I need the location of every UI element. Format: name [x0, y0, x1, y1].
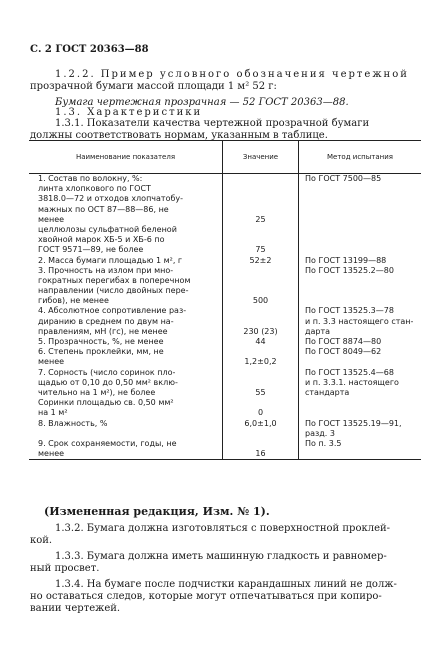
- indicator-value-line: [223, 398, 298, 408]
- column-header-method: Метод испытания: [299, 141, 422, 174]
- test-method-line: и п. 3.3 настоящего стан-: [305, 316, 414, 326]
- table-header-row: [29, 141, 421, 174]
- section-1-3-3-line-1: 1.3.3. Бумага должна иметь машинную гладкость и равномер-: [55, 551, 387, 562]
- indicator-value-line: [223, 184, 298, 194]
- indicator-name-line: 6. Степень проклейки, мм, не: [38, 347, 164, 357]
- indicator-value-cell: [223, 266, 299, 307]
- amendment-note: (Измененная редакция, Изм. № 1).: [44, 505, 270, 518]
- indicator-name-cell: [29, 174, 223, 256]
- table-row: [29, 174, 421, 256]
- test-method-cell: [299, 347, 422, 367]
- indicator-name-line: Соринки площадью св. 0,50 мм²: [38, 398, 174, 408]
- indicator-value-cell: [223, 256, 299, 266]
- indicator-name-line: ГОСТ 9571—89, не более: [38, 245, 144, 255]
- section-1-3-4-line-2: но оставаться следов, которые могут отпечатываться при копиро-: [30, 591, 382, 602]
- indicator-name-line: 4. Абсолютное сопротивление раз-: [38, 306, 187, 316]
- section-1-3-4-line-3: вании чертежей.: [30, 603, 121, 614]
- indicator-name-line: 8. Влажность, %: [38, 418, 108, 428]
- test-method-line: дарта: [305, 326, 331, 336]
- test-method-cell: [299, 266, 422, 307]
- test-method-cell: [299, 337, 422, 347]
- indicator-value-line: 55: [255, 387, 266, 397]
- indicator-value-line: [223, 174, 298, 184]
- indicator-value-line: [223, 194, 298, 204]
- test-method-line: По ГОСТ 8874—80: [305, 337, 382, 346]
- test-method-cell: [299, 174, 422, 256]
- indicator-value-line: 44: [255, 337, 266, 346]
- indicator-value-line: 500: [252, 296, 269, 306]
- test-method-line: разд. 3: [305, 428, 335, 438]
- indicator-name-line: на 1 м²: [38, 408, 68, 418]
- test-method-cell: [299, 439, 422, 460]
- test-method-line: По п. 3.5: [305, 438, 342, 448]
- indicator-name-cell: [29, 337, 223, 347]
- section-1-3-4-line-1: 1.3.4. На бумаге после подчистки карандашных линий не долж-: [55, 579, 397, 590]
- indicator-name-line: 9. Срок сохраняемости, годы, не: [38, 438, 177, 448]
- indicator-value-cell: [223, 368, 299, 419]
- section-1-2-2-line-2: прозрачной бумаги массой площади 1 м² 52 г:: [30, 81, 277, 92]
- indicator-value-line: 0: [257, 408, 264, 418]
- indicator-value-line: 25: [255, 214, 266, 224]
- indicator-name-line: гибов), не менее: [38, 296, 109, 306]
- indicator-name-line: 7. Сорность (число соринок пло-: [38, 367, 176, 377]
- indicator-name-cell: [29, 439, 223, 460]
- indicator-value-cell: [223, 439, 299, 460]
- page-header: С. 2 ГОСТ 20363—88: [30, 44, 149, 55]
- indicator-name-line: щадью от 0,10 до 0,50 мм² вклю-: [38, 377, 178, 387]
- indicator-value-cell: [223, 337, 299, 347]
- indicator-value-line: [223, 286, 298, 296]
- test-method-cell: [299, 368, 422, 419]
- section-1-3-1-line-2: должны соответствовать нормам, указанным в таблице.: [30, 130, 328, 141]
- indicator-value-line: [223, 235, 298, 245]
- column-header-value: Значение: [223, 141, 299, 174]
- indicator-name-cell: [29, 368, 223, 419]
- test-method-line: По ГОСТ 13525.4—68: [305, 367, 394, 377]
- indicator-value-line: [223, 306, 298, 316]
- indicator-name-cell: [29, 266, 223, 307]
- indicator-name-cell: [29, 419, 223, 439]
- section-1-3-3-line-2: ный просвет.: [30, 563, 100, 574]
- test-method-cell: [299, 256, 422, 266]
- test-method-line: По ГОСТ 7500—85: [305, 174, 382, 183]
- indicator-name-line: менее: [38, 357, 65, 367]
- table-row: [29, 337, 421, 347]
- test-method-line: По ГОСТ 13525.19—91,: [305, 418, 402, 428]
- indicator-value-line: [223, 347, 298, 357]
- test-method-cell: [299, 419, 422, 439]
- column-header-name: Наименование показателя: [29, 141, 223, 174]
- indicator-name-line: 3818.0—72 и отходов хлопчатобу-: [38, 194, 184, 204]
- table-row: [29, 347, 421, 367]
- indicator-name-cell: [29, 256, 223, 266]
- indicator-name-line: 2. Масса бумаги площадью 1 м², г: [38, 255, 183, 265]
- indicator-name-line: гократных перегибах в поперечном: [38, 275, 191, 285]
- section-1-3-2-line-2: кой.: [30, 535, 53, 546]
- indicator-value-line: [223, 368, 298, 378]
- test-method-cell: [299, 306, 422, 337]
- indicator-name-line: 3. Прочность на излом при мно-: [38, 265, 174, 275]
- quality-table: [29, 140, 421, 460]
- indicator-name-line: правлениям, мН (гс), не менее: [38, 326, 168, 336]
- indicator-value-cell: [223, 306, 299, 337]
- indicator-value-line: 230 (23): [243, 326, 278, 336]
- section-1-3-1-line-1: 1.3.1. Показатели качества чертежной прозрачной бумаги: [55, 118, 370, 129]
- indicator-name-line: 1. Состав по волокну, %:: [38, 174, 143, 183]
- indicator-value-line: [223, 266, 298, 276]
- indicator-value-cell: [223, 419, 299, 439]
- table-row: [29, 419, 421, 439]
- indicator-value-line: [223, 276, 298, 286]
- indicator-name-line: линта хлопкового по ГОСТ: [38, 184, 151, 194]
- indicator-value-line: [223, 205, 298, 215]
- indicator-name-line: 5. Прозрачность, %, не менее: [38, 337, 164, 346]
- indicator-name-line: менее: [38, 214, 65, 224]
- section-1-2-2-line-1: 1.2.2. Пример условного обозначения чертежной: [55, 69, 409, 80]
- indicator-value-line: [223, 378, 298, 388]
- indicator-name-line: мажных по ОСТ 87—88—86, не: [38, 204, 169, 214]
- indicator-value-cell: [223, 174, 299, 256]
- indicator-value-line: 75: [255, 245, 266, 255]
- indicator-name-line: менее: [38, 449, 65, 459]
- table-row: [29, 368, 421, 419]
- section-1-3-2-line-1: 1.3.2. Бумага должна изготовляться с поверхностной проклей-: [55, 523, 391, 534]
- indicator-name-cell: [29, 306, 223, 337]
- designation-example: Бумага чертежная прозрачная — 52 ГОСТ 20363—88.: [55, 97, 349, 108]
- table-row: [29, 256, 421, 266]
- test-method-line: По ГОСТ 13525.2—80: [305, 265, 394, 275]
- test-method-line: По ГОСТ 13199—88: [305, 255, 387, 265]
- indicator-name-line: хвойной марок ХБ-5 и ХБ-6 по: [38, 235, 165, 245]
- indicator-value-line: 16: [255, 449, 266, 459]
- indicator-name-line: диранию в среднем по двум на-: [38, 316, 174, 326]
- indicator-value-line: [223, 317, 298, 327]
- indicator-value-line: 52±2: [249, 255, 272, 265]
- indicator-name-cell: [29, 347, 223, 367]
- test-method-line: По ГОСТ 8049—62: [305, 347, 382, 357]
- indicator-name-line: направлении (число двойных пере-: [38, 286, 189, 296]
- table-row: [29, 439, 421, 460]
- indicator-name-line: целлюлозы сульфатной беленой: [38, 224, 177, 234]
- test-method-line: По ГОСТ 13525.3—78: [305, 306, 394, 316]
- indicator-value-cell: [223, 347, 299, 367]
- table-row: [29, 306, 421, 337]
- indicator-value-line: 6,0±1,0: [244, 418, 277, 428]
- indicator-value-line: [223, 439, 298, 449]
- indicator-value-line: 1,2±0,2: [244, 357, 277, 367]
- indicator-value-line: [223, 225, 298, 235]
- indicator-name-line: чительно на 1 м²), не более: [38, 387, 156, 397]
- test-method-line: стандарта: [305, 387, 350, 397]
- table-row: [29, 266, 421, 307]
- section-1-3-heading: 1.3. Характеристики: [55, 107, 203, 118]
- test-method-line: и п. 3.3.1. настоящего: [305, 377, 399, 387]
